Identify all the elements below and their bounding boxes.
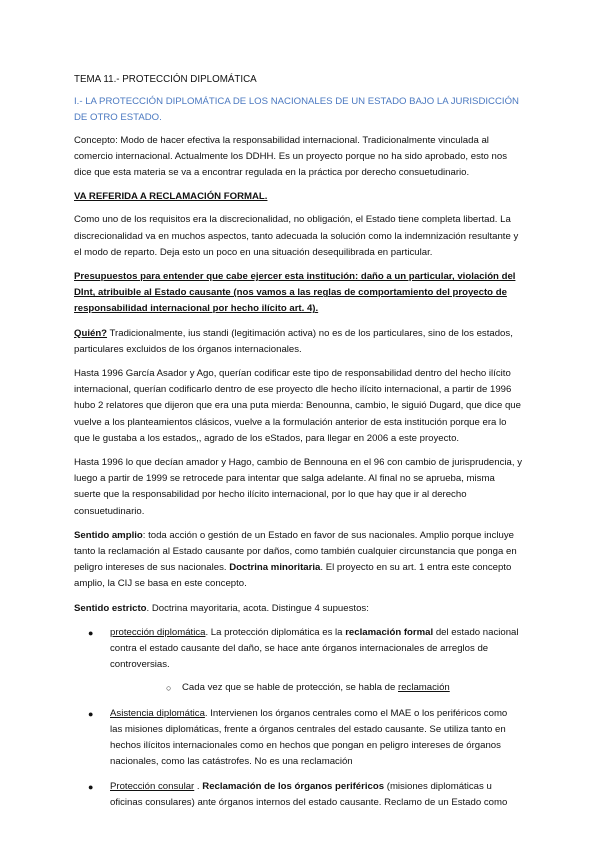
discrecionalidad-paragraph: Como uno de los requisitos era la discrecionalidad, no obligación, el Estado tiene completa libertad. La discrecionalidad va en muchos aspectos, tanto adecuada la solución como la indemnización resultante y el modo de reparto. Deja esto un poco en una situación desequilibrada en particular. bbox=[74, 214, 519, 258]
list-item bbox=[74, 706, 522, 771]
hasta-1996-paragraph-b: Hasta 1996 lo que decían amador y Hago, cambio de Bennouna en el 96 con cambio de jurisprudencia, y luego a partir de 1999 se retrocede para intentar que salga adelante. Al final no se aprueba, misma suerte que la responsabilidad por hecho ilícito internacional, por lo que hay que ir al derecho consuetudinario. bbox=[74, 457, 522, 517]
section-heading: I.- LA PROTECCIÓN DIPLOMÁTICA DE LOS NACIONALES DE UN ESTADO BAJO LA JURISDICCIÓN DE OTRO ESTADO. bbox=[74, 96, 519, 124]
list-item-term: Protección consular bbox=[110, 780, 195, 792]
sub-list-item bbox=[110, 680, 522, 696]
sentido-estricto-label: Sentido estricto bbox=[74, 602, 147, 614]
bullet-icon: ● bbox=[88, 708, 94, 719]
sentido-estricto-text: . Doctrina mayoritaria, acota. Distingue 4 supuestos: bbox=[146, 602, 369, 614]
list-item-term: protección diplomática bbox=[110, 626, 206, 638]
quien-text: Tradicionalmente, ius standi (legitimación activa) no es de los particulares, sino de los estados, particulares excluidos de los órganos internacionales. bbox=[74, 327, 513, 355]
quien-label: Quién? bbox=[74, 327, 108, 339]
sub-list-item-text: Cada vez que se hable de protección, se habla de bbox=[182, 681, 399, 693]
sub-list-item-underlined: reclamación bbox=[398, 681, 450, 693]
presupuestos-paragraph: Presupuestos para entender que cabe ejercer esta institución: daño a un particular, violación del DInt, atribuible al Estado causante (nos vamos a las reglas de comportamiento del proyecto de responsabilidad internacional por hecho ilícito art. 4). bbox=[74, 271, 516, 315]
list-item bbox=[74, 625, 522, 696]
sentido-amplio-label: Sentido amplio bbox=[74, 529, 143, 541]
list-item-text-2: del estado nacional contra el estado causante del daño, se hace ante órganos internacionales de arreglos de controversias. bbox=[110, 626, 519, 671]
concepto-paragraph: Concepto: Modo de hacer efectiva la responsabilidad internacional. Tradicionalmente vinculada al comercio internacional. Actualmente los DDHH. Es un proyecto porque no ha sido aprobado, esto nos dice que esta materia se va a encontrar regulada en la práctica por derecho consuetudinario. bbox=[74, 134, 508, 179]
sentido-estricto-paragraph bbox=[74, 601, 522, 617]
bullet-icon: ● bbox=[88, 627, 94, 638]
list-item bbox=[74, 779, 522, 811]
list-item-text-2: (misiones diplomáticas u oficinas consulares) ante órganos internos del estado causante. Reclamo de un Estado como bbox=[110, 780, 508, 808]
supuestos-list bbox=[74, 625, 522, 811]
list-item-bold: Reclamación de los órganos periféricos bbox=[202, 780, 385, 792]
sentido-amplio-paragraph bbox=[74, 528, 522, 593]
bullet-icon: ● bbox=[88, 781, 94, 792]
sentido-amplio-text-2: . El proyecto en su art. 1 entra este concepto amplio, la CIJ se basa en este concepto. bbox=[74, 562, 512, 590]
quien-paragraph bbox=[74, 326, 522, 358]
document-title: TEMA 11.- PROTECCIÓN DIPLOMÁTICA bbox=[74, 74, 257, 85]
sentido-amplio-text-1: : toda acción o gestión de un Estado en favor de sus nacionales. Amplio porque incluye tanto la reclamación al Estado causante por daños, como también cualquier circunstancia que ponga en peligro intereses de sus nacionales. bbox=[74, 529, 517, 574]
list-item-text: . Intervienen los órganos centrales como el MAE o los periféricos como las misiones diplomáticas, frente a órganos centrales del estado causante. Se utiliza tanto en hechos ilícitos internacionales como en hechos que pongan en peligro intereses de órganos nacionales, como las catástrofes. No es una reclamación bbox=[110, 707, 508, 768]
list-item-bold: reclamación formal bbox=[345, 626, 434, 638]
list-item-text: . La protección diplomática es la bbox=[205, 626, 346, 638]
hasta-1996-paragraph-a: Hasta 1996 García Asador y Ago, querían codificar este tipo de responsabilidad dentro del hecho ilícito internacional, querían codificarlo dentro de ese proyecto dle hecho ilícito internacional, a partir de 1996 hubo 2 relatores que dijeron que era una puta mierda: Benounna, cambio, le siguió Dugard, que dice que vuelve a los planteamientos clásicos, vuelve a la formulación anterior de esta institución porque era lo que le gustaba a los estados,, agrado de los eStados, para llegar en 2006 a este proyecto. bbox=[74, 368, 521, 444]
reclamacion-subheading: VA REFERIDA A RECLAMACIÓN FORMAL. bbox=[74, 191, 268, 203]
circle-bullet-icon: ○ bbox=[166, 682, 172, 693]
document-page bbox=[74, 72, 522, 819]
list-item-text: . bbox=[194, 780, 203, 792]
doctrina-minoritaria-label: Doctrina minoritaria bbox=[229, 562, 321, 574]
list-item-term: Asistencia diplomática bbox=[110, 707, 205, 719]
